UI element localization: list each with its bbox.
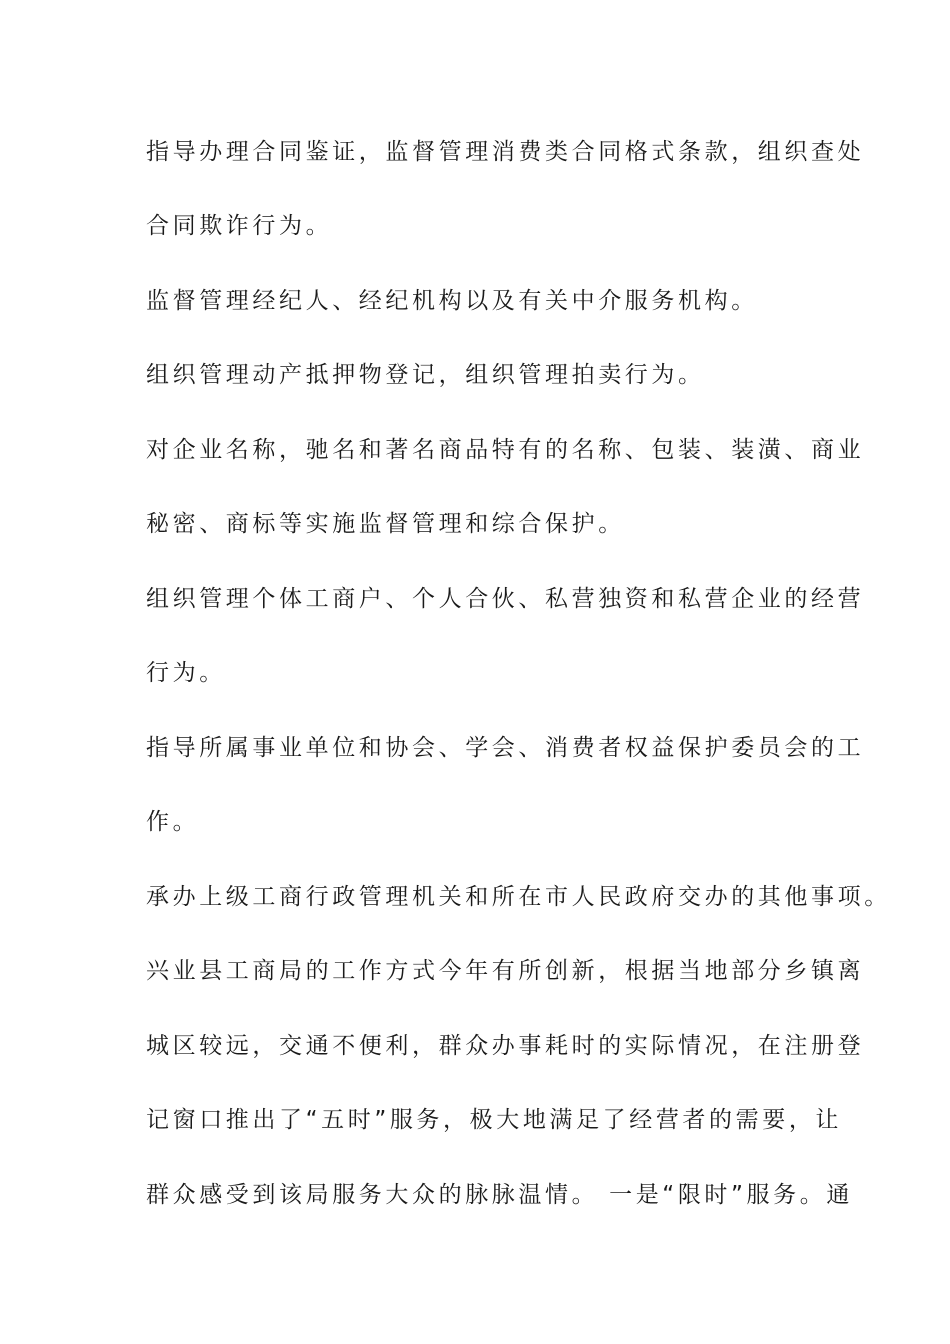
text-line: 组织管理个体工商户、个人合伙、私营独资和私营企业的经营 [146,586,865,612]
text-line: 指导所属事业单位和协会、学会、消费者权益保护委员会的工 [146,735,865,761]
text-line: 行为。 [146,660,226,686]
text-line: 秘密、商标等实施监督管理和综合保护。 [146,511,625,537]
text-line: 监督管理经纪人、经纪机构以及有关中介服务机构。 [146,288,758,314]
text-line: 组织管理动产抵押物登记，组织管理拍卖行为。 [146,362,705,388]
text-line: 城区较远，交通不便利，群众办事耗时的实际情况，在注册登 [146,1033,865,1059]
text-line: 记窗口推出了“五时”服务，极大地满足了经营者的需要，让 [146,1107,843,1133]
text-line: 合同欺诈行为。 [146,213,333,239]
text-line: 承办上级工商行政管理机关和所在市人民政府交办的其他事项。 [146,884,891,910]
text-line: 指导办理合同鉴证，监督管理消费类合同格式条款，组织查处 [146,139,865,165]
text-line: 兴业县工商局的工作方式今年有所创新，根据当地部分乡镇离 [146,958,865,984]
text-line: 群众感受到该局服务大众的脉脉温情。 一是“限时”服务。通 [146,1182,853,1208]
text-line: 作。 [146,809,200,835]
text-line: 对企业名称，驰名和著名商品特有的名称、包装、装潢、商业 [146,437,865,463]
